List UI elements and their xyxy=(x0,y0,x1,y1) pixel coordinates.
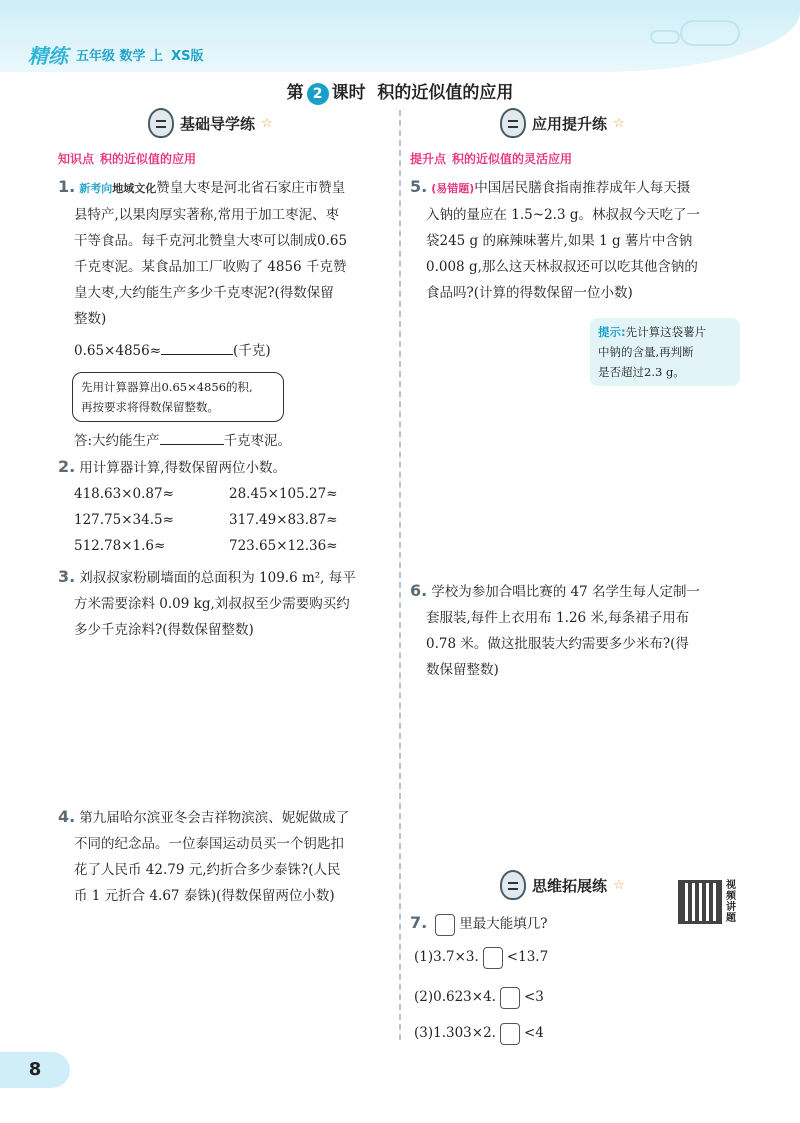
question-text: 0.78 米。做这批服装大约需要多少米布?(得 xyxy=(426,636,689,652)
question-text: 整数) xyxy=(74,311,107,327)
calc-item: 127.75×34.5≈ xyxy=(74,512,174,528)
q7-item-3 xyxy=(414,1020,544,1046)
lesson-title xyxy=(0,78,800,105)
question-number: 5. xyxy=(410,177,428,196)
qr-code-icon[interactable] xyxy=(678,880,722,924)
question-text: 多少千克涂料?(得数保留整数) xyxy=(74,622,254,638)
tip-text: 是否超过2.3 g。 xyxy=(598,365,685,379)
blank-box-icon xyxy=(435,914,455,936)
inequality-suffix: <4 xyxy=(523,1025,544,1041)
question-text: 不同的纪念品。一位泰国运动员买一个钥匙扣 xyxy=(74,836,344,852)
lesson-suffix: 课时 xyxy=(331,83,366,103)
question-number: 3. xyxy=(58,567,76,586)
question-1 xyxy=(58,174,388,364)
section-advanced-header xyxy=(500,108,625,138)
inequality-suffix: <13.7 xyxy=(506,949,549,965)
inequality-prefix: (3)1.303×2. xyxy=(414,1025,496,1041)
section-basic-header xyxy=(148,108,273,138)
question-6 xyxy=(410,578,750,683)
question-3 xyxy=(58,564,388,643)
question-text: 花了人民币 42.79 元,约折合多少泰铢?(人民 xyxy=(74,862,341,878)
knowledge-text: 积的近似值的灵活应用 xyxy=(452,152,573,166)
inequality-prefix: (1)3.7×3. xyxy=(414,949,479,965)
q1-expression xyxy=(58,338,388,364)
hint-text: 先用计算器算出0.65×4856的积, xyxy=(81,380,253,394)
question-4 xyxy=(58,804,388,909)
q1-answer xyxy=(74,428,291,454)
answer-blank[interactable] xyxy=(160,431,224,445)
knowledge-tag: 提升点 xyxy=(410,152,447,166)
question-number: 6. xyxy=(410,581,428,600)
q7-item-2 xyxy=(414,984,544,1010)
answer-box[interactable] xyxy=(483,947,503,969)
hint-bubble xyxy=(72,372,284,422)
question-text: 皇大枣,大约能生产多少千克枣泥?(得数保留 xyxy=(74,285,334,301)
question-text: 中国居民膳食指南推荐成年人每天摄 xyxy=(474,180,691,196)
question-text: 币 1 元折合 4.67 泰铢)(得数保留两位小数) xyxy=(74,888,335,904)
question-text: 里最大能填几? xyxy=(459,916,548,932)
mascot-icon xyxy=(500,108,526,138)
star-icon: ☆ xyxy=(613,115,625,131)
inequality-suffix: <3 xyxy=(523,989,544,1005)
mascot-icon xyxy=(500,870,526,900)
section-title: 应用提升练 xyxy=(532,114,608,133)
question-text: 0.008 g,那么这天林叔叔还可以吃其他含钠的 xyxy=(426,259,698,275)
edition-label: XS版 xyxy=(171,49,204,64)
grade-label: 五年级 数学 上 xyxy=(76,49,164,64)
question-5 xyxy=(410,174,750,306)
question-text: 赞皇大枣是河北省石家庄市赞皇 xyxy=(156,180,346,196)
question-text: 学校为参加合唱比赛的 47 名学生每人定制一 xyxy=(431,584,700,600)
section-title: 基础导学练 xyxy=(180,114,256,133)
qr-label: 视频讲题 xyxy=(726,880,736,924)
question-text: 干等食品。每千克河北赞皇大枣可以制成0.65 xyxy=(74,233,348,249)
answer-text: 答:大约能生产 xyxy=(74,433,160,449)
answer-box[interactable] xyxy=(500,1023,520,1045)
lesson-prefix: 第 xyxy=(286,83,304,103)
question-text: 食品吗?(计算的得数保留一位小数) xyxy=(426,285,633,301)
question-text: 方米需要涂料 0.09 kg,刘叔叔至少需要购买约 xyxy=(74,596,350,612)
answer-text: 千克枣泥。 xyxy=(223,433,292,449)
question-text: 数保留整数) xyxy=(426,662,499,678)
cloud-decoration-small xyxy=(650,30,680,44)
question-text: 刘叔叔家粉刷墙面的总面积为 109.6 m², 每平 xyxy=(79,570,356,586)
knowledge-tag: 知识点 xyxy=(58,152,95,166)
column-divider xyxy=(399,110,401,1040)
question-tag: (易错题) xyxy=(431,182,475,195)
question-text: 用计算器计算,得数保留两位小数。 xyxy=(79,460,287,476)
tip-label: 提示: xyxy=(598,325,626,339)
calc-item: 723.65×12.36≈ xyxy=(229,538,338,554)
question-text: 袋245 g 的麻辣味薯片,如果 1 g 薯片中含钠 xyxy=(426,233,693,249)
calc-item: 512.78×1.6≈ xyxy=(74,538,166,554)
inequality-prefix: (2)0.623×4. xyxy=(414,989,496,1005)
calc-item: 317.49×83.87≈ xyxy=(229,512,338,528)
star-icon: ☆ xyxy=(613,877,625,893)
expression-text: 0.65×4856≈ xyxy=(74,343,162,359)
tip-text: 先计算这袋薯片 xyxy=(625,325,707,339)
knowledge-point xyxy=(58,150,196,167)
answer-box[interactable] xyxy=(500,987,520,1009)
star-icon: ☆ xyxy=(261,115,273,131)
q7-item-1 xyxy=(414,944,548,970)
question-number: 4. xyxy=(58,807,76,826)
brand-logo: 精练 xyxy=(28,44,68,68)
mascot-icon xyxy=(148,108,174,138)
calc-item: 418.63×0.87≈ xyxy=(74,486,174,502)
question-tag: 地域文化 xyxy=(112,182,157,195)
cloud-decoration xyxy=(680,20,740,46)
page-number: 8 xyxy=(0,1052,70,1088)
question-tag: 新考向 xyxy=(79,182,113,195)
knowledge-text: 积的近似值的应用 xyxy=(100,152,197,166)
improvement-point xyxy=(410,150,572,167)
question-text: 第九届哈尔滨亚冬会吉祥物滨滨、妮妮做成了 xyxy=(79,810,350,826)
section-title: 思维拓展练 xyxy=(532,876,608,895)
question-text: 入钠的量应在 1.5~2.3 g。林叔叔今天吃了一 xyxy=(426,207,700,223)
question-2 xyxy=(58,454,286,481)
hint-text: 再按要求将得数保留整数。 xyxy=(81,400,219,414)
unit-text: (千克) xyxy=(233,343,271,359)
tip-box xyxy=(590,318,740,386)
tip-text: 中钠的含量,再判断 xyxy=(598,345,694,359)
header xyxy=(28,40,203,69)
q2-calculations xyxy=(74,486,384,554)
question-text: 县特产,以果肉厚实著称,常用于加工枣泥、枣 xyxy=(74,207,340,223)
question-number: 7. xyxy=(410,913,428,932)
answer-blank[interactable] xyxy=(161,341,233,355)
calc-item: 28.45×105.27≈ xyxy=(229,486,338,502)
question-text: 千克枣泥。某食品加工厂收购了 4856 千克赞 xyxy=(74,259,347,275)
lesson-number-badge: 2 xyxy=(307,83,329,105)
question-text: 套服装,每件上衣用布 1.26 米,每条裙子用布 xyxy=(426,610,690,626)
question-number: 1. xyxy=(58,177,76,196)
question-7 xyxy=(410,910,547,937)
lesson-name: 积的近似值的应用 xyxy=(377,83,514,103)
section-extension-header xyxy=(500,870,625,900)
question-number: 2. xyxy=(58,457,76,476)
